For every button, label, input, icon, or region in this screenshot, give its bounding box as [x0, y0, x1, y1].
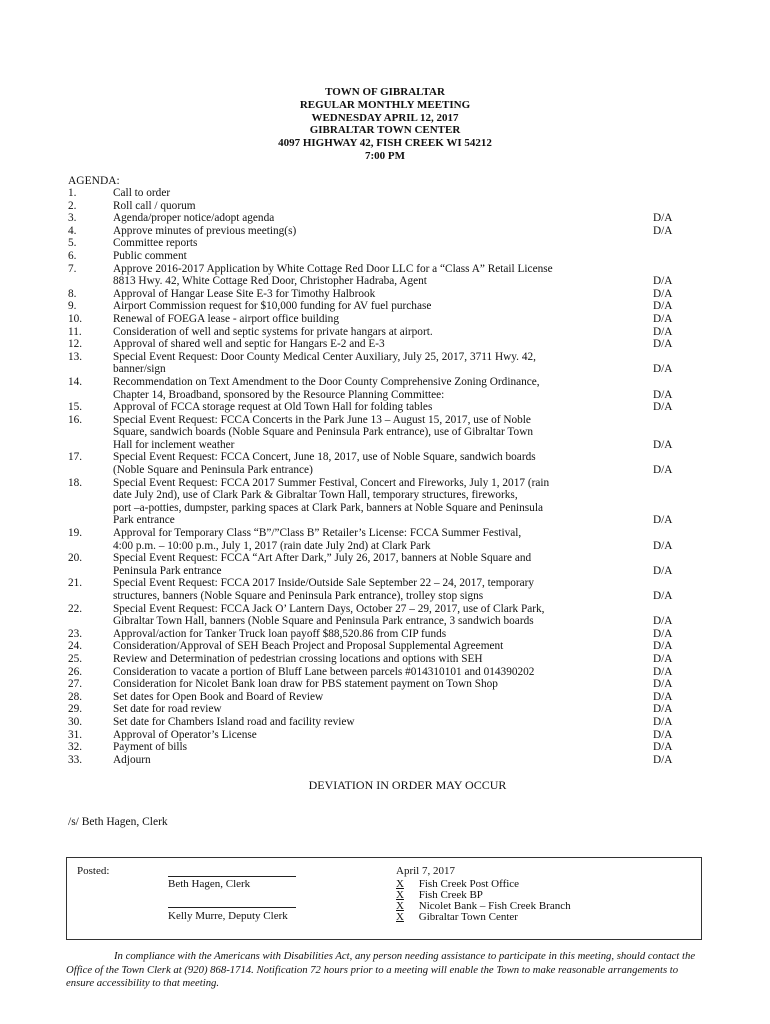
discussion-action-label — [633, 263, 713, 288]
agenda-item — [68, 300, 698, 313]
agenda-item-text — [113, 703, 633, 716]
discussion-action-label — [633, 628, 713, 641]
agenda-item — [68, 603, 698, 628]
discussion-action-text: D/A — [653, 715, 673, 728]
agenda-item-line: Special Event Request: FCCA 2017 Inside/Outside Sale September 22 – 24, 2017, temporary — [113, 577, 535, 590]
agenda-item — [68, 703, 698, 716]
agenda-item-line: Gibraltar Town Hall, banners (Noble Square and Peninsula Park entrance, 3 sandwich boards — [113, 615, 534, 628]
agenda-item — [68, 477, 698, 527]
discussion-action-label — [633, 212, 713, 225]
agenda-item-number: 20. — [68, 552, 83, 565]
meeting-venue: GIBRALTAR TOWN CENTER — [309, 124, 461, 137]
agenda-item-number: 31. — [68, 728, 83, 741]
agenda-item-text — [113, 414, 633, 452]
agenda-item-number: 23. — [68, 627, 83, 640]
discussion-action-text: D/A — [653, 627, 673, 640]
agenda-item-line: Consideration for Nicolet Bank loan draw for PBS statement payment on Town Shop — [113, 678, 498, 691]
agenda-item — [68, 326, 698, 339]
discussion-action-label — [633, 552, 713, 577]
agenda-item-line: Special Event Request: FCCA Jack O’ Lantern Days, October 27 – 29, 2017, use of Clark Park, — [113, 602, 545, 615]
signature-line — [168, 876, 296, 877]
agenda-item-number: 15. — [68, 401, 83, 414]
agenda-item-number: 25. — [68, 652, 83, 665]
agenda-item-number: 24. — [68, 640, 83, 653]
agenda-item — [68, 640, 698, 653]
discussion-action-label — [633, 250, 713, 263]
agenda-item-line: Park entrance — [113, 514, 175, 527]
discussion-action-text: D/A — [653, 741, 673, 754]
agenda-item-number: 29. — [68, 703, 83, 716]
agenda-item-number: 18. — [68, 476, 83, 489]
agenda-title: AGENDA: — [68, 175, 120, 187]
agenda-item-number: 27. — [68, 678, 83, 691]
agenda-item-text — [113, 313, 633, 326]
agenda-item-line: Adjourn — [113, 753, 151, 766]
agenda-item-text — [113, 376, 633, 401]
agenda-item-text — [113, 729, 633, 742]
agenda-item-text — [113, 527, 633, 552]
agenda-item-line: Consideration to vacate a portion of Bluff Lane between parcels #014310101 and 014390202 — [113, 665, 535, 678]
discussion-action-text: D/A — [653, 514, 673, 527]
agenda-item-line: Call to order — [113, 187, 171, 199]
agenda-item-line: banner/sign — [113, 363, 166, 376]
agenda-item-text — [113, 250, 633, 263]
agenda-item — [68, 577, 698, 602]
agenda-item-text — [113, 666, 633, 679]
discussion-action-label — [633, 577, 713, 602]
agenda-item-number: 16. — [68, 413, 83, 426]
agenda-item-text — [113, 754, 633, 767]
agenda-item-line: Special Event Request: FCCA Concerts in the Park June 13 – August 15, 2017, use of Noble — [113, 413, 531, 426]
agenda-item-number: 2. — [68, 199, 77, 212]
agenda-item-line: Approve 2016-2017 Application by White Cottage Red Door LLC for a “Class A” Retail License — [113, 262, 553, 275]
agenda-item-line: Special Event Request: FCCA Concert, June 18, 2017, use of Noble Square, sandwich boards — [113, 451, 536, 464]
discussion-action-label — [633, 603, 713, 628]
check-mark: X — [396, 911, 404, 923]
agenda-item — [68, 338, 698, 351]
agenda-item-line: Approval of FCCA storage request at Old Town Hall for folding tables — [113, 401, 433, 414]
discussion-action-text: D/A — [653, 338, 673, 351]
agenda-item-text — [113, 187, 633, 200]
agenda-item-line: Set date for Chambers Island road and facility review — [113, 715, 355, 728]
meeting-type: REGULAR MONTHLY MEETING — [299, 98, 471, 111]
agenda-item — [68, 351, 698, 376]
agenda-item — [68, 666, 698, 679]
agenda-item — [68, 263, 698, 288]
agenda-item-number: 33. — [68, 753, 83, 766]
agenda-item-number: 12. — [68, 338, 83, 351]
agenda-item-text — [113, 237, 633, 250]
agenda-item-text — [113, 326, 633, 339]
agenda-item-line: Set date for road review — [113, 703, 222, 716]
agenda-item-number: 1. — [68, 187, 77, 199]
discussion-action-label — [633, 741, 713, 754]
discussion-action-label — [633, 351, 713, 376]
posted-date: April 7, 2017 — [396, 865, 455, 877]
signature-line — [168, 907, 296, 908]
agenda-item-number: 32. — [68, 741, 83, 754]
agenda-item-text — [113, 603, 633, 628]
location-name: Fish Creek Post Office — [418, 878, 520, 890]
agenda-item-line: Approval/action for Tanker Truck loan payoff $88,520.86 from CIP funds — [113, 627, 447, 640]
discussion-action-text: D/A — [653, 224, 673, 237]
meeting-time: 7:00 PM — [364, 149, 405, 162]
discussion-action-text: D/A — [653, 539, 673, 552]
agenda-item — [68, 200, 698, 213]
agenda-item-text — [113, 300, 633, 313]
check-mark: X — [396, 878, 404, 890]
agenda-item-number: 7. — [68, 262, 77, 275]
agenda-item-line: Special Event Request: FCCA “Art After Dark,” July 26, 2017, banners at Noble Square and — [113, 552, 532, 565]
discussion-action-text: D/A — [653, 615, 673, 628]
agenda-item-text — [113, 401, 633, 414]
agenda-item-line: structures, banners (Noble Square and Peninsula Park entrance), trolley stop signs — [113, 590, 484, 602]
agenda-item-line: Special Event Request: FCCA 2017 Summer Festival, Concert and Fireworks, July 1, 2017 (rain — [113, 476, 550, 489]
discussion-action-label — [633, 477, 713, 527]
agenda-item-text — [113, 552, 633, 577]
discussion-action-text: D/A — [653, 300, 673, 313]
agenda-item-text — [113, 678, 633, 691]
agenda-item-number: 21. — [68, 577, 83, 590]
agenda-item-text — [113, 225, 633, 238]
agenda-item-line: 8813 Hwy. 42, White Cottage Red Door, Christopher Hadraba, Agent — [113, 275, 427, 288]
agenda-item-line: Approval of shared well and septic for Hangars E-2 and E-3 — [113, 338, 385, 351]
agenda-item — [68, 376, 698, 401]
agenda-item-line: Hall for inclement weather — [113, 438, 235, 451]
discussion-action-text: D/A — [653, 325, 673, 338]
agenda-item-line: 4:00 p.m. – 10:00 p.m., July 1, 2017 (rain date July 2nd) at Clark Park — [113, 539, 431, 552]
agenda-item-number: 28. — [68, 690, 83, 703]
discussion-action-text: D/A — [653, 275, 673, 288]
agenda-item-line: Consideration/Approval of SEH Beach Project and Proposal Supplemental Agreement — [113, 640, 504, 653]
discussion-action-label — [633, 288, 713, 301]
agenda-item-text — [113, 577, 633, 602]
discussion-action-text: D/A — [653, 753, 673, 766]
discussion-action-text: D/A — [653, 287, 673, 300]
agenda-item-text — [113, 477, 633, 527]
agenda-item — [68, 187, 698, 200]
discussion-action-text: D/A — [653, 728, 673, 741]
meeting-date: WEDNESDAY APRIL 12, 2017 — [311, 111, 459, 124]
discussion-action-label — [633, 376, 713, 401]
discussion-action-text: D/A — [653, 312, 673, 325]
agenda-item — [68, 552, 698, 577]
agenda-item-line: Square, sandwich boards (Noble Square and Peninsula Park entrance), use of Gibraltar Town — [113, 426, 534, 439]
agenda-item-number: 9. — [68, 300, 77, 313]
discussion-action-text: D/A — [653, 438, 673, 451]
clerk-signature: /s/ Beth Hagen, Clerk — [68, 816, 168, 828]
agenda-item-text — [113, 212, 633, 225]
agenda-item — [68, 225, 698, 238]
agenda-item-line: port –a-potties, dumpster, parking spaces at Clark Park, banners at Noble Square and Peninsula — [113, 501, 543, 514]
agenda-item — [68, 741, 698, 754]
agenda-item-line: Special Event Request: Door County Medical Center Auxiliary, July 25, 2017, 3711 Hwy. 42, — [113, 350, 536, 363]
agenda-item-line: Public comment — [113, 249, 187, 262]
discussion-action-text: D/A — [653, 652, 673, 665]
agenda-item-line: Set dates for Open Book and Board of Review — [113, 690, 324, 703]
agenda-item — [68, 212, 698, 225]
agenda-item — [68, 628, 698, 641]
location-name: Gibraltar Town Center — [418, 911, 518, 923]
agenda-item-number: 5. — [68, 237, 77, 250]
agenda-item-number: 30. — [68, 715, 83, 728]
agenda-item — [68, 288, 698, 301]
venue-address: 4097 HIGHWAY 42, FISH CREEK WI 54212 — [278, 137, 492, 150]
agenda-item-line: Agenda/proper notice/adopt agenda — [113, 212, 275, 225]
discussion-action-text: D/A — [653, 401, 673, 414]
agenda-item-line: Peninsula Park entrance — [113, 564, 222, 577]
agenda-item — [68, 401, 698, 414]
agenda-item-number: 11. — [68, 325, 82, 338]
agenda-item-number: 26. — [68, 665, 83, 678]
agenda-item — [68, 451, 698, 476]
location-name: Nicolet Bank – Fish Creek Branch — [418, 900, 571, 912]
agenda-item — [68, 754, 698, 767]
discussion-action-text: D/A — [653, 678, 673, 691]
discussion-action-text: D/A — [653, 212, 673, 225]
location-name: Fish Creek BP — [418, 889, 483, 901]
agenda-item-text — [113, 338, 633, 351]
discussion-action-label — [633, 225, 713, 238]
discussion-action-text: D/A — [653, 665, 673, 678]
agenda-item-line: Roll call / quorum — [113, 199, 196, 212]
discussion-action-label — [633, 313, 713, 326]
agenda-item-number: 22. — [68, 602, 83, 615]
discussion-action-label — [633, 691, 713, 704]
discussion-action-label — [633, 754, 713, 767]
agenda-item-text — [113, 691, 633, 704]
discussion-action-text: D/A — [653, 388, 673, 401]
agenda-item-line: Chapter 14, Broadband, sponsored by the Resource Planning Committee: — [113, 388, 445, 401]
agenda-item-line: Consideration of well and septic systems for private hangars at airport. — [113, 325, 433, 338]
discussion-action-label — [633, 703, 713, 716]
discussion-action-text: D/A — [653, 703, 673, 716]
discussion-action-label — [633, 729, 713, 742]
discussion-action-text: D/A — [653, 564, 673, 577]
discussion-action-label — [633, 653, 713, 666]
agenda-item-text — [113, 288, 633, 301]
agenda-item-number: 10. — [68, 312, 83, 325]
deviation-notice: DEVIATION IN ORDER MAY OCCUR — [308, 778, 507, 792]
check-mark: X — [396, 889, 404, 901]
agenda-item-line: Committee reports — [113, 237, 198, 250]
agenda-item-text — [113, 263, 633, 288]
discussion-action-text: D/A — [653, 640, 673, 653]
agenda-item — [68, 678, 698, 691]
discussion-action-text: D/A — [653, 590, 673, 602]
discussion-action-label — [633, 300, 713, 313]
discussion-action-label — [633, 200, 713, 213]
agenda-item — [68, 691, 698, 704]
agenda-item — [68, 527, 698, 552]
agenda-list — [68, 187, 698, 766]
agenda-item-number: 3. — [68, 212, 77, 225]
agenda-item-number: 13. — [68, 350, 83, 363]
agenda-item — [68, 653, 698, 666]
discussion-action-label — [633, 187, 713, 200]
agenda-item-line: Payment of bills — [113, 741, 188, 754]
agenda-item-line: Renewal of FOEGA lease - airport office building — [113, 312, 339, 325]
agenda-item — [68, 414, 698, 452]
discussion-action-label — [633, 338, 713, 351]
agenda-item-line: Review and Determination of pedestrian crossing locations and options with SEH — [113, 652, 483, 665]
agenda-item — [68, 716, 698, 729]
discussion-action-label — [633, 640, 713, 653]
posting-location — [396, 911, 518, 923]
agenda-item-line: (Noble Square and Peninsula Park entrance) — [113, 464, 313, 477]
agenda-item-line: Approve minutes of previous meeting(s) — [113, 224, 297, 237]
discussion-action-label — [633, 716, 713, 729]
agenda-item-text — [113, 741, 633, 754]
discussion-action-label — [633, 527, 713, 552]
discussion-action-label — [633, 237, 713, 250]
discussion-action-label — [633, 666, 713, 679]
agenda-item-text — [113, 200, 633, 213]
agenda-item-line: Approval for Temporary Class “B”/”Class B” Retailer’s License: FCCA Summer Festival, — [113, 527, 522, 540]
discussion-action-label — [633, 401, 713, 414]
posted-label: Posted: — [77, 865, 110, 877]
agenda-item-text — [113, 628, 633, 641]
agenda-item-number: 17. — [68, 451, 83, 464]
agenda-item-number: 8. — [68, 287, 77, 300]
discussion-action-label — [633, 451, 713, 476]
discussion-action-label — [633, 414, 713, 452]
town-name: TOWN OF GIBRALTAR — [325, 86, 445, 98]
agenda-item-text — [113, 640, 633, 653]
discussion-action-text: D/A — [653, 690, 673, 703]
agenda-item — [68, 250, 698, 263]
discussion-action-label — [633, 326, 713, 339]
agenda-item-line: Approval of Hangar Lease Site E-3 for Timothy Halbrook — [113, 287, 376, 300]
agenda-item-line: Approval of Operator’s License — [113, 728, 257, 741]
agenda-item — [68, 237, 698, 250]
agenda-item-line: Recommendation on Text Amendment to the Door County Comprehensive Zoning Ordinance, — [113, 375, 540, 388]
agenda-item-number: 6. — [68, 249, 77, 262]
agenda-item-number: 14. — [68, 375, 83, 388]
discussion-action-text: D/A — [653, 464, 673, 477]
agenda-item-number: 4. — [68, 224, 77, 237]
agenda-item-number: 19. — [68, 527, 83, 540]
discussion-action-label — [633, 678, 713, 691]
ada-notice: In compliance with the Americans with Disabilities Act, any person needing assistance to participate in this meeting, should contact the Office of the Town Clerk at (920) 868-1714. Notification 72 hours prior to a meeting will enable the Town to make reasonable arrangements to ensure accessibility to that meeting. — [66, 950, 696, 989]
agenda-item-line: Airport Commission request for $10,000 funding for AV fuel purchase — [113, 300, 432, 313]
posted-box — [66, 857, 702, 940]
discussion-action-text: D/A — [653, 363, 673, 376]
agenda-item-text — [113, 716, 633, 729]
agenda-item — [68, 313, 698, 326]
agenda-item-text — [113, 351, 633, 376]
clerk-name: Beth Hagen, Clerk — [168, 878, 251, 890]
agenda-item — [68, 729, 698, 742]
agenda-item-text — [113, 653, 633, 666]
check-mark: X — [396, 900, 404, 912]
agenda-item-line: date July 2nd), use of Clark Park & Gibraltar Town Hall, temporary structures, fireworks, — [113, 489, 518, 502]
agenda-item-text — [113, 451, 633, 476]
deputy-clerk-name: Kelly Murre, Deputy Clerk — [168, 910, 288, 922]
meeting-header — [0, 86, 770, 163]
